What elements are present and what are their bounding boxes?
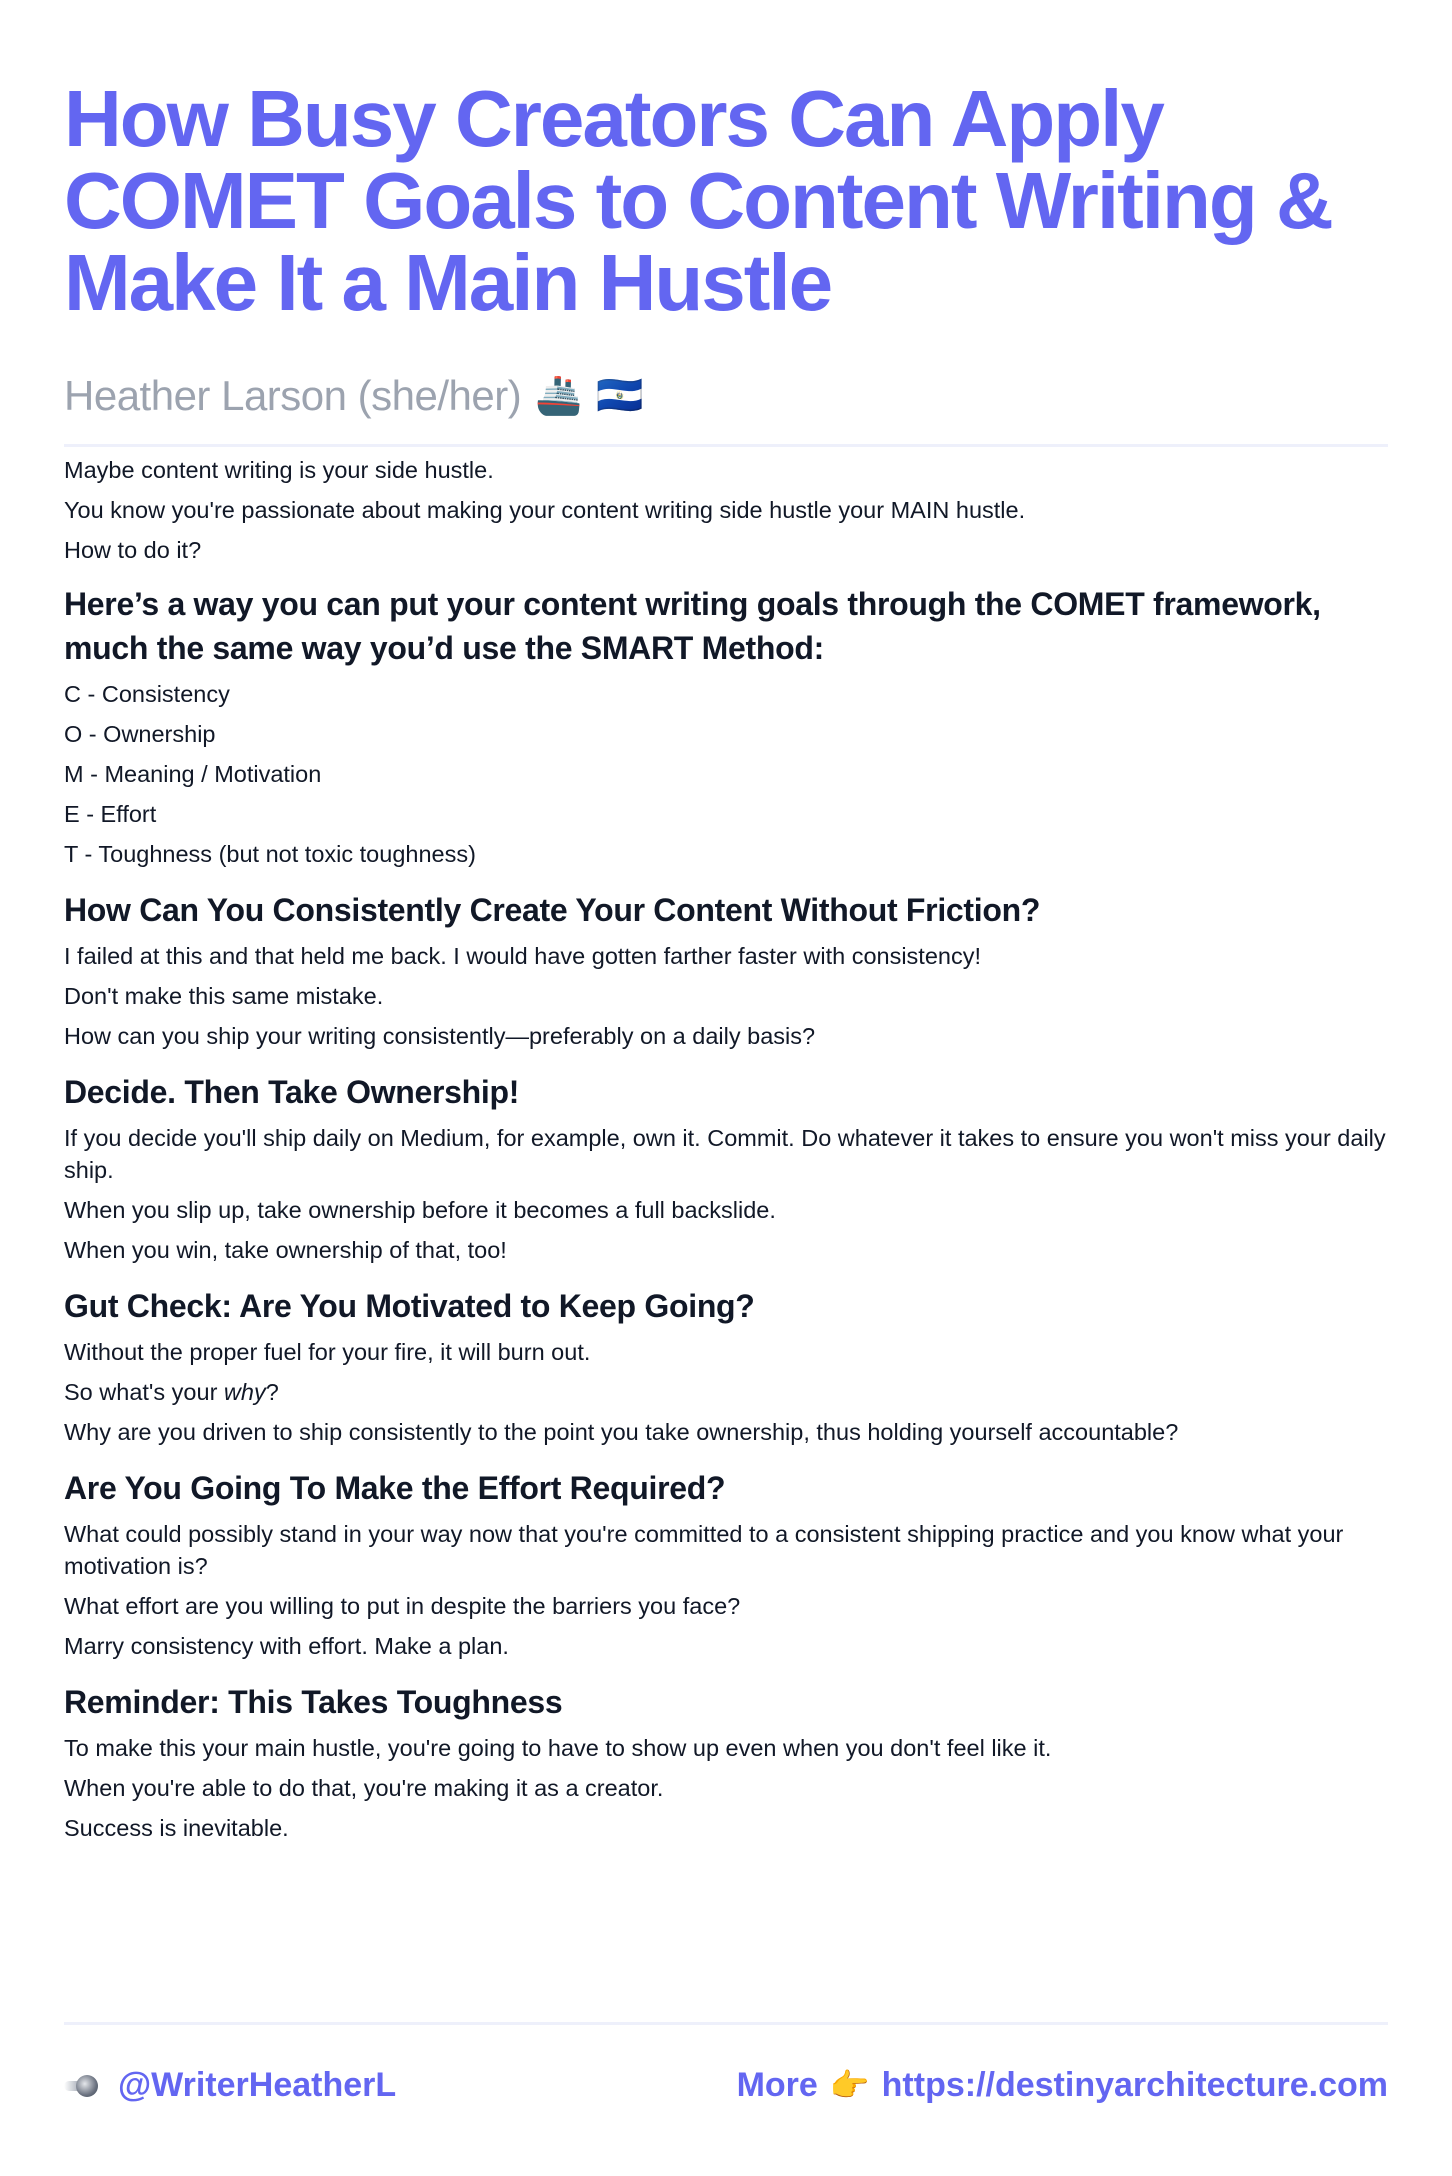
framework-item-consistency: C - Consistency <box>64 681 230 707</box>
section-paragraph: If you decide you'll ship daily on Medium, for example, own it. Commit. Do whatever it takes to ensure you won't miss your daily ship. <box>64 1125 1386 1183</box>
pointing-hand-icon: 👉 <box>829 2067 870 2103</box>
ship-emoji-icon: 🚢 <box>535 375 583 417</box>
section-heading-toughness: Reminder: This Takes Toughness <box>64 1684 563 1720</box>
why-prefix: So what's your <box>64 1379 224 1405</box>
footer-divider <box>64 2022 1388 2025</box>
why-word: why <box>223 1379 266 1405</box>
section-paragraph: How can you ship your writing consistently—preferably on a daily basis? <box>64 1023 816 1049</box>
flag-emoji-icon: 🇸🇻 <box>596 375 643 417</box>
section-paragraph: When you're able to do that, you're making it as a creator. <box>64 1775 664 1801</box>
section-paragraph: Why are you driven to ship consistently to the point you take ownership, thus holding yourself accountable? <box>64 1419 1179 1445</box>
framework-item-effort: E - Effort <box>64 801 157 827</box>
why-suffix: ? <box>265 1379 279 1405</box>
social-handle[interactable] <box>64 2066 396 2105</box>
author-name: Heather Larson (she/her) <box>64 372 522 419</box>
section-heading-motivation: Gut Check: Are You Motivated to Keep Going? <box>64 1288 755 1324</box>
more-link[interactable] <box>737 2066 1388 2105</box>
website-link[interactable]: https://destinyarchitecture.com <box>881 2065 1388 2104</box>
section-paragraph: What effort are you willing to put in despite the barriers you face? <box>64 1593 741 1619</box>
intro-paragraph: You know you're passionate about making your content writing side hustle your MAIN hustle. <box>64 497 1026 523</box>
section-paragraph: Success is inevitable. <box>64 1815 289 1841</box>
comet-icon <box>64 2067 100 2103</box>
handle-link[interactable]: @WriterHeatherL <box>118 2065 397 2104</box>
section-paragraph: To make this your main hustle, you're going to have to show up even when you don't feel like it. <box>64 1735 1052 1761</box>
framework-heading: Here’s a way you can put your content writing goals through the COMET framework, much the same way you’d use the SMART Method: <box>64 586 1321 666</box>
footer <box>64 2060 1388 2110</box>
section-heading-consistency: How Can You Consistently Create Your Content Without Friction? <box>64 892 1041 928</box>
more-label: More <box>736 2065 818 2104</box>
section-paragraph: When you slip up, take ownership before it becomes a full backslide. <box>64 1197 776 1223</box>
intro-paragraph: How to do it? <box>64 537 202 563</box>
framework-item-motivation: M - Meaning / Motivation <box>64 761 322 787</box>
section-paragraph: Without the proper fuel for your fire, it will burn out. <box>64 1339 591 1365</box>
section-paragraph: I failed at this and that held me back. I would have gotten farther faster with consistency! <box>64 943 982 969</box>
section-paragraph: Don't make this same mistake. <box>64 983 384 1009</box>
section-heading-ownership: Decide. Then Take Ownership! <box>64 1074 520 1110</box>
page-title: How Busy Creators Can Apply COMET Goals to Content Writing & Make It a Main Hustle <box>64 74 1332 327</box>
header-divider <box>64 444 1388 447</box>
page <box>64 0 1388 2176</box>
author-byline <box>64 368 643 424</box>
section-heading-effort: Are You Going To Make the Effort Required? <box>64 1470 726 1506</box>
framework-item-toughness: T - Toughness (but not toxic toughness) <box>64 841 476 867</box>
framework-item-ownership: O - Ownership <box>64 721 216 747</box>
intro-paragraph: Maybe content writing is your side hustle. <box>64 457 494 483</box>
section-paragraph: Marry consistency with effort. Make a plan. <box>64 1633 509 1659</box>
section-paragraph: What could possibly stand in your way now that you're committed to a consistent shipping practice and you know what your motivation is? <box>64 1521 1344 1579</box>
section-paragraph: When you win, take ownership of that, too! <box>64 1237 507 1263</box>
article-body <box>64 454 1388 1852</box>
why-paragraph <box>64 1376 1388 1408</box>
